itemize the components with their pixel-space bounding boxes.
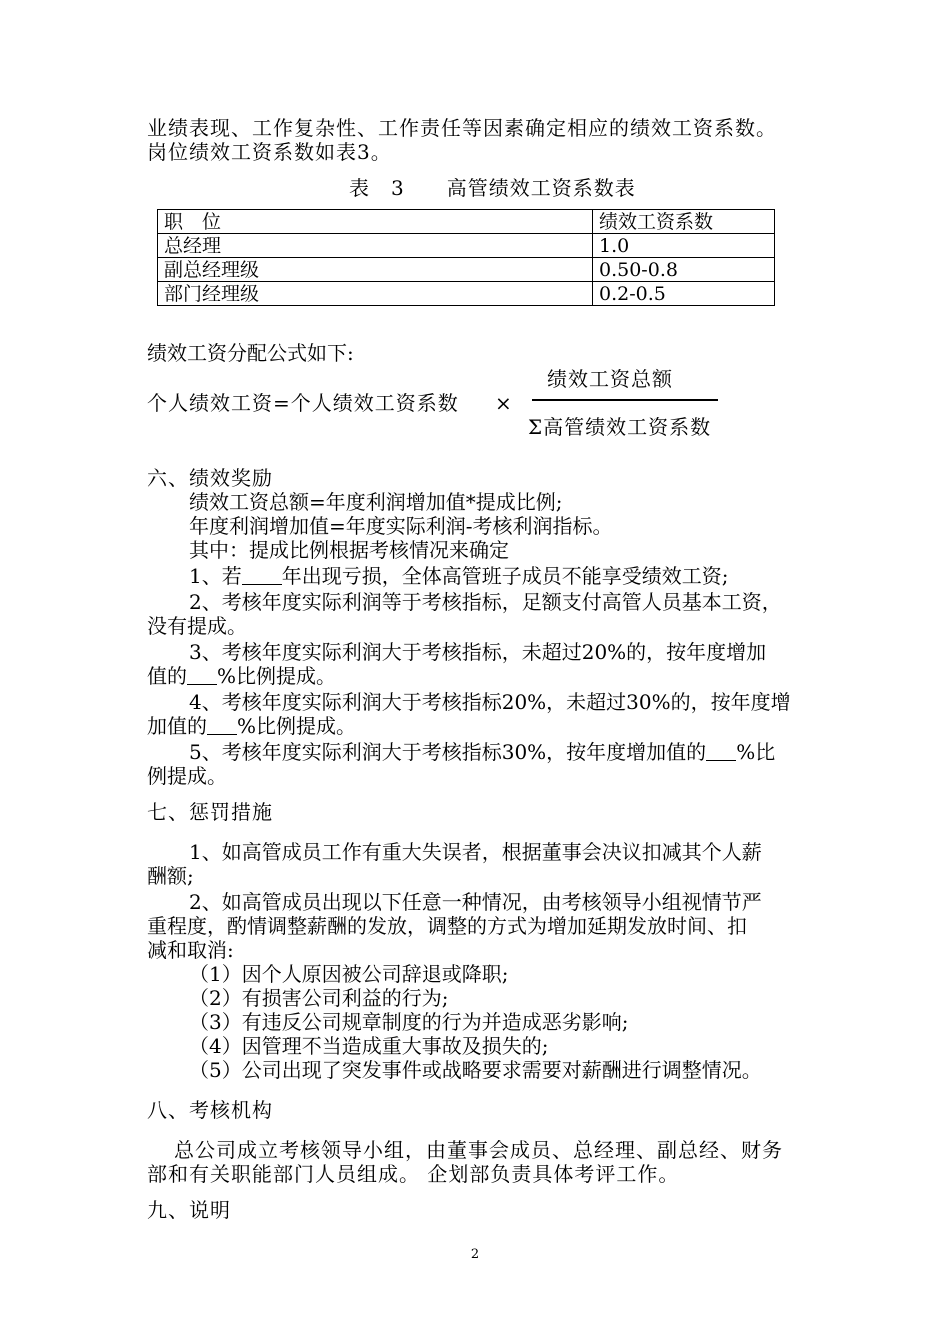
page-number: 2	[470, 1247, 480, 1262]
section-6-item-3: 3、考核年度实际利润大于考核指标，未超过20%的，按年度增加	[189, 640, 767, 664]
table-row	[158, 234, 775, 258]
fraction-bar	[532, 399, 718, 401]
section-6-item-2-cont: 没有提成。	[147, 614, 247, 638]
table-cell-position: 总经理	[158, 234, 593, 258]
section-7-sub-3: （3）有违反公司规章制度的行为并造成恶劣影响;	[189, 1010, 629, 1034]
table-row	[158, 258, 775, 282]
table-header-row	[158, 210, 775, 234]
blank-line	[706, 742, 736, 761]
section-6-item-3-cont: 值的 %比例提成。	[147, 664, 337, 688]
section-7-para-2-cont2: 减和取消:	[147, 938, 234, 962]
section-7-sub-4: （4）因管理不当造成重大事故及损失的;	[189, 1034, 549, 1058]
section-7-title: 七、惩罚措施	[147, 800, 273, 824]
table-cell-coefficient: 0.2-0.5	[593, 282, 775, 306]
formula-denominator: Σ高管绩效工资系数	[528, 415, 712, 439]
formula-numerator: 绩效工资总额	[547, 367, 673, 391]
formula-intro: 绩效工资分配公式如下:	[147, 341, 354, 365]
section-7-sub-2: （2）有损害公司利益的行为;	[189, 986, 449, 1010]
section-7-sub-1: （1）因个人原因被公司辞退或降职;	[189, 962, 509, 986]
section-7-para-2: 2、如高管成员出现以下任意一种情况，由考核领导小组视情节严	[189, 890, 762, 914]
table-header-position: 职 位	[158, 210, 593, 234]
section-7-para-1-cont: 酬额;	[147, 864, 194, 888]
section-6-line-3: 其中：提成比例根据考核情况来确定	[189, 538, 509, 562]
section-8-para-2: 部和有关职能部门人员组成。 企划部负责具体考评工作。	[147, 1162, 680, 1186]
section-7-sub-5: （5）公司出现了突发事件或战略要求需要对薪酬进行调整情况。	[189, 1058, 762, 1082]
formula-times: ×	[495, 391, 512, 415]
blank-line	[242, 566, 282, 585]
blank-line	[187, 666, 217, 685]
section-6-line-2: 年度利润增加值=年度实际利润-考核利润指标。	[189, 514, 613, 538]
section-7-para-2-cont: 重程度，酌情调整薪酬的发放，调整的方式为增加延期发放时间、扣	[147, 914, 747, 938]
section-6-item-5: 5、考核年度实际利润大于考核指标30%，按年度增加值的 %比	[189, 740, 776, 764]
section-8-para-1: 总公司成立考核领导小组，由董事会成员、总经理、副总经、财务	[174, 1138, 783, 1162]
table-cell-coefficient: 1.0	[593, 234, 775, 258]
section-8-title: 八、考核机构	[147, 1098, 273, 1122]
table-row	[158, 282, 775, 306]
section-9-title: 九、说明	[147, 1198, 231, 1222]
section-6-item-4-cont: 加值的 %比例提成。	[147, 714, 357, 738]
section-6-item-1: 1、若 年出现亏损，全体高管班子成员不能享受绩效工资;	[189, 564, 729, 588]
intro-line-2: 岗位绩效工资系数如表3。	[147, 140, 392, 164]
table-header-coefficient: 绩效工资系数	[593, 210, 775, 234]
section-6-item-4: 4、考核年度实际利润大于考核指标20%，未超过30%的，按年度增	[189, 690, 791, 714]
section-6-line-1: 绩效工资总额=年度利润增加值*提成比例;	[189, 490, 563, 514]
table-cell-position: 副总经理级	[158, 258, 593, 282]
section-6-title: 六、绩效奖励	[147, 466, 273, 490]
table-caption: 表 3 高管绩效工资系数表	[349, 176, 636, 200]
formula-lhs: 个人绩效工资=个人绩效工资系数	[147, 391, 459, 415]
blank-line	[207, 716, 237, 735]
table-cell-position: 部门经理级	[158, 282, 593, 306]
section-6-item-2: 2、考核年度实际利润等于考核指标，足额支付高管人员基本工资，	[189, 590, 782, 614]
section-6-item-5-cont: 例提成。	[147, 764, 227, 788]
table-cell-coefficient: 0.50-0.8	[593, 258, 775, 282]
coefficient-table	[157, 209, 775, 306]
section-7-para-1: 1、如高管成员工作有重大失误者，根据董事会决议扣减其个人薪	[189, 840, 762, 864]
intro-line-1: 业绩表现、工作复杂性、工作责任等因素确定相应的绩效工资系数。	[147, 116, 777, 140]
